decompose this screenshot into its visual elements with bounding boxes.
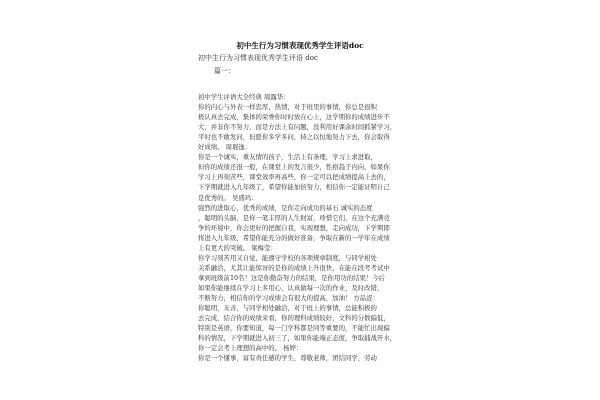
text-line: 你聪明，友善，与同学相处融洽，对于班上的事情，总能积极的 — [198, 304, 377, 313]
text-line: 大，并非你不努力，而是方法上有问题，没利用好课余时间抓紧学习， — [198, 123, 397, 132]
text-line: 科的情况，下学期就进入初三了，如果你能端正态度，争取捕战开水， — [198, 334, 397, 343]
part-label: 篇一： — [214, 67, 235, 75]
text-line: 学习上再刻苦些，课堂效率再高些，你一定可以把成绩提高上去的， — [198, 173, 390, 182]
text-line: 你学习刻苦用又自觉，能遵守学校的各项规章制度，与同学相处 — [198, 253, 377, 262]
text-line: 极认真去完成，集体的荣誉你时时放在心上，这学期你的成绩进步不 — [198, 113, 390, 122]
document-body — [198, 82, 420, 363]
text-line: ，聪明的头脑，是你一笔丰厚的人生财富，珍惜它们，在这个充满竞 — [198, 213, 390, 222]
text-line: 关系融洽，尤其让能惊讶的是你的成绩上升很快，在能在段考考试中 — [198, 263, 390, 272]
text-line — [198, 82, 420, 92]
document-title: 初中生行为习惯表现优秀学生评语doc — [236, 41, 364, 50]
text-line: 好成绩。 周琨逸： — [198, 143, 252, 152]
text-line: 争的环境中，你会更好的把握自我，实现理想，走向成功，下学期即 — [198, 223, 390, 232]
text-line: 平时也不敢发问，但愿你多学多问，持之以恒地努力下去，你会取得 — [198, 133, 390, 142]
text-line: 上有更大的突破。 梁梅莹： — [198, 243, 277, 252]
text-line: 不断努力，相信你的学习成绩会有很大的提高，加油！ 方品涩： — [198, 293, 379, 302]
text-line: 你是一个诚实，重友情的孩子，生活上有条理，学习上求进取， — [198, 153, 377, 162]
text-line: 如果你能继续在学习上多用心，认真做每一次的作业，及时改错， — [198, 283, 384, 292]
text-line: 将进入九年级，希望你能充分的做好准备，争取在新的一学年在成绩 — [198, 233, 390, 242]
text-line: 你的内心与外表一样忠厚、热情，对于班里的事情，你总是很积 — [198, 103, 377, 112]
text-line: 下学期就进入九年级了，希望你能加倍努力，相信你一定能证明自己 — [198, 183, 390, 192]
text-line: 是优秀的。 吴盛玛： — [198, 193, 258, 202]
text-line: 但你的成绩还很一般，在课堂上的发言很少，性格趋于内向，如果你 — [198, 163, 390, 172]
text-line: 初中学生评语大全经典 周露华： — [198, 93, 290, 102]
text-line: 强烈的进取心，优秀的成绩，是你走向成功的基石 诚实的态度 — [198, 203, 373, 212]
document-subtitle: 初中生行为习惯表现优秀学生评语 doc — [198, 54, 318, 62]
text-line: 特别是英语，你要知道，每一门学科都是同等重要的，不能忙出现偏 — [198, 324, 390, 333]
text-line: 拿到班级前10名！这是你勤奋努力的结果，是你用功的结果！今后 — [198, 273, 386, 282]
text-line: 去完成，结合你的成绩来看，你的理科成绩较好，文科的分数偏低， — [198, 314, 390, 323]
text-line: 你是一个懂事，富有责任感的学生，尊敬老师，团结同学，劳动 — [198, 354, 377, 363]
text-line: 你一定会考上理想的高中的。 杨婷： — [198, 344, 303, 353]
